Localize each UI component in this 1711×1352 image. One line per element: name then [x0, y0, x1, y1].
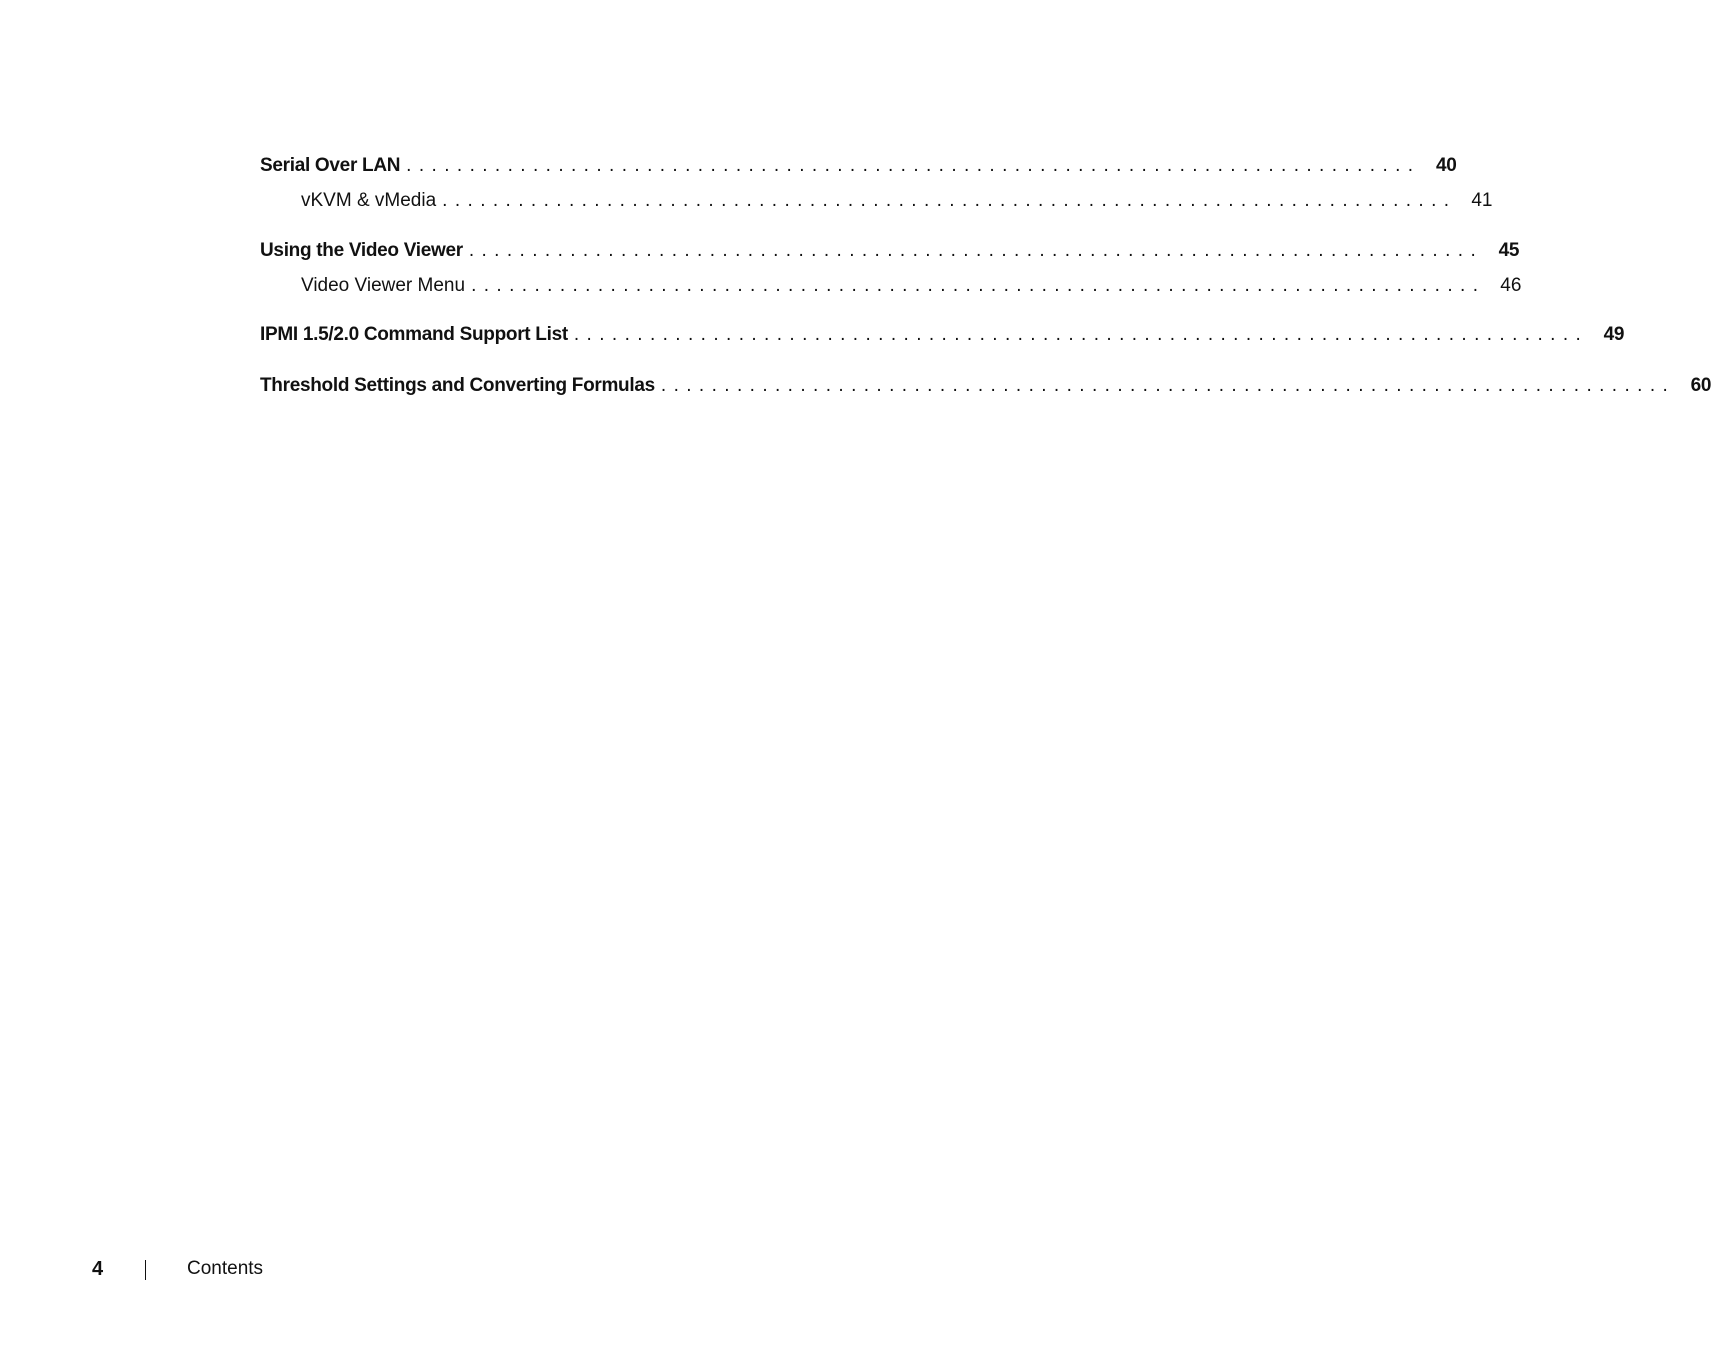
toc-entry-page: 60 [1690, 375, 1711, 396]
toc-entry-page: 45 [1498, 240, 1520, 261]
toc-entry-title: Serial Over LAN [260, 150, 406, 182]
toc-entry-using-video-viewer[interactable] [260, 235, 1520, 267]
page-footer [0, 1254, 954, 1284]
toc-entry-serial-over-lan[interactable] [260, 150, 1457, 182]
toc-entry-title: vKVM & vMedia [301, 185, 442, 217]
toc-dot-leader: ................................................................................ [468, 240, 1484, 261]
toc-entry-title: Threshold Settings and Converting Formulas [260, 370, 661, 402]
toc-entry-page: 41 [1471, 190, 1493, 211]
toc-entry-vkvm-vmedia[interactable] [260, 185, 1493, 217]
table-of-contents [260, 150, 1711, 402]
toc-entry-page: 46 [1500, 275, 1522, 296]
toc-entry-title: Video Viewer Menu [301, 270, 471, 302]
toc-dot-leader: ................................................................................ [442, 190, 1457, 211]
toc-entry-ipmi-command-support-list[interactable] [260, 319, 1625, 351]
toc-entry-title: Using the Video Viewer [260, 235, 469, 267]
footer-divider [145, 1260, 146, 1280]
toc-entry-threshold-settings[interactable] [260, 370, 1711, 402]
toc-entry-video-viewer-menu[interactable] [260, 270, 1522, 302]
toc-entry-title: IPMI 1.5/2.0 Command Support List [260, 319, 574, 351]
page-number: 4 [92, 1258, 104, 1280]
toc-entry-page: 40 [1435, 155, 1457, 176]
toc-dot-leader: ................................................................................ [471, 275, 1486, 296]
toc-dot-leader: ................................................................................ [406, 155, 1421, 176]
toc-dot-leader: ................................................................................ [660, 375, 1676, 396]
toc-entry-page: 49 [1603, 324, 1625, 345]
footer-section-label: Contents [187, 1258, 264, 1279]
toc-dot-leader: ................................................................................ [573, 324, 1589, 345]
